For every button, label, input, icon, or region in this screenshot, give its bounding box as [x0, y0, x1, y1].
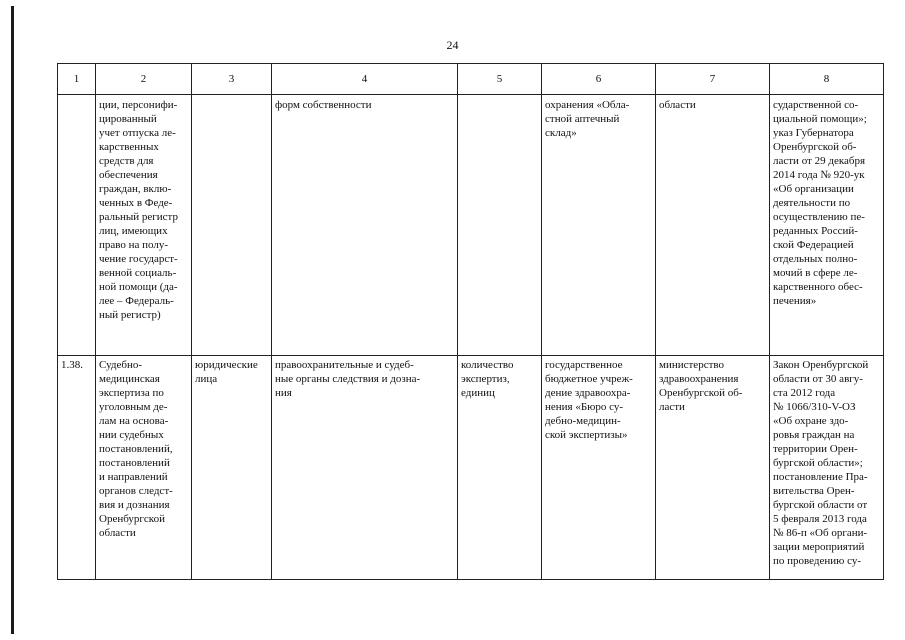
volume-indicator-cell: [458, 95, 542, 356]
table-header-row: [58, 64, 884, 95]
column-number-6: 6: [542, 64, 656, 95]
consumer-cell: правоохранительные и судеб- ные органы следствия и дозна- ния: [272, 356, 458, 580]
institution-cell: государственное бюджетное учреж- дение здравоохра- нения «Бюро су- дебно-медицин- ской экспертизы»: [542, 356, 656, 580]
column-number-3: 3: [192, 64, 272, 95]
legal-basis-cell: сударственной со- циальной помощи»; указ Губернатора Оренбургской об- ласти от 29 декабря 2014 года № 920-ук «Об организации деятельности по осуществлению пе- реданных Россий- ской Федерацией отдельных полно- мочий в сфере ле- карственного обес- печения»: [770, 95, 884, 356]
legal-basis-cell: Закон Оренбургской области от 30 авгу- ста 2012 года № 1066/310-V-ОЗ «Об охране здо- ровья граждан на территории Орен- бургской области»; постановление Пра- вительства Орен- бургской области от 5 февраля 2013 года № 86-п «Об органи- зации мероприятий по проведению су-: [770, 356, 884, 580]
table-row: [58, 356, 884, 580]
consumer-category-cell: [192, 95, 272, 356]
consumer-category-cell: юридические лица: [192, 356, 272, 580]
row-number-cell: 1.38.: [58, 356, 96, 580]
service-name-cell: Судебно- медицинская экспертиза по уголовным де- лам на основа- нии судебных постановлений, постановлений и направлений органов следст- вия и дознания Оренбургской области: [96, 356, 192, 580]
service-name-cell: ции, персонифи- цированный учет отпуска ле- карственных средств для обеспечения граждан, вклю- ченных в Феде- ральный регистр лиц, имеющих право на полу- чение государст- венной социаль- ной помощи (да- лее – Федераль- ный регистр): [96, 95, 192, 356]
column-number-7: 7: [656, 64, 770, 95]
column-number-2: 2: [96, 64, 192, 95]
volume-indicator-cell: количество экспертиз, единиц: [458, 356, 542, 580]
column-number-4: 4: [272, 64, 458, 95]
page-left-edge-rule: [11, 6, 14, 634]
column-number-8: 8: [770, 64, 884, 95]
consumer-cell: форм собственности: [272, 95, 458, 356]
column-number-5: 5: [458, 64, 542, 95]
column-number-1: 1: [58, 64, 96, 95]
authority-cell: министерство здравоохранения Оренбургской об- ласти: [656, 356, 770, 580]
page-number: 24: [446, 38, 459, 52]
authority-cell: области: [656, 95, 770, 356]
row-number-cell: [58, 95, 96, 356]
institution-cell: охранения «Обла- стной аптечный склад»: [542, 95, 656, 356]
services-table: [57, 63, 884, 580]
table-row: [58, 95, 884, 356]
